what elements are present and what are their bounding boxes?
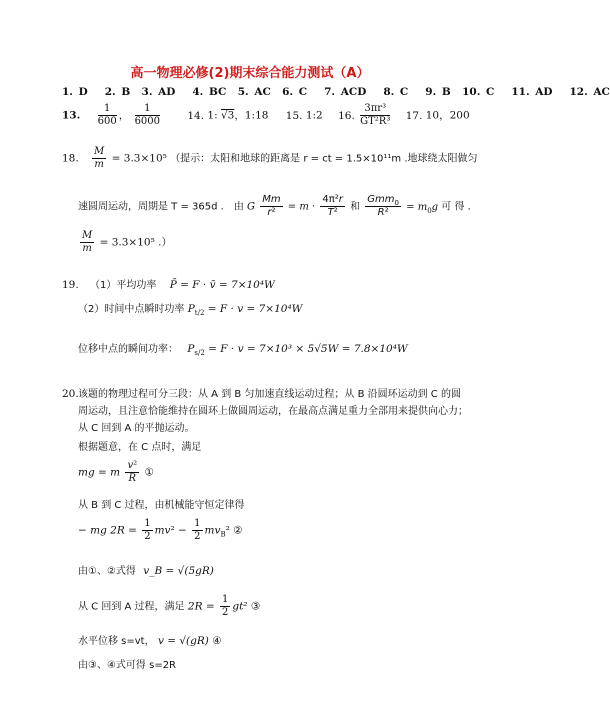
answer-5: 5. AC (237, 86, 271, 98)
q17-number: 17. (405, 109, 423, 122)
answer-9: 9. B (425, 86, 451, 98)
q20-equation-4: 从 C 回到 A 过程，满足 2R = $\frac{1}{2}$ gt² ③ (78, 594, 261, 618)
q13-fraction-b: $\frac{1}{6000}$ (134, 103, 161, 127)
answer-12: 12. AC (569, 86, 610, 98)
q20-number: 20. (62, 388, 79, 400)
q20-equation-2: − mg 2R = $\frac{1}{2}$ mv² − $\frac{1}{2}$ $mv_B^2$ ② (78, 518, 243, 542)
q13-number: 13. (62, 109, 81, 122)
q18-number: 18. (62, 152, 79, 165)
answer-8: 8. C (383, 86, 409, 98)
q18-ratio: $\frac{M}{m}$ (94, 146, 105, 170)
answer-4: 4. BC (192, 86, 227, 98)
q19-part-3: 位移中点的瞬间功率： $P_{s/2} = F \cdot v = 7\times 10^3 \times 5√5W = 7.8\times 10^4W$ (78, 343, 408, 358)
q20-conclusion: 由③、④式可得 s=2R (78, 660, 177, 671)
answers-row-1 (62, 86, 610, 98)
q15-number: 15. (285, 109, 303, 122)
q19-number: 19. (62, 279, 79, 291)
answer-10: 10. C (462, 86, 495, 98)
sqrt-symbol: √3 (220, 109, 235, 122)
answer-7: 7. ACD (324, 86, 367, 98)
q18-hint: （提示：太阳和地球的距离是 r = ct = 1.5×10¹¹m .地球绕太阳做匀 (170, 153, 478, 165)
q14-number: 14. (187, 109, 205, 122)
q20-equation-3: 由①、②式得 v_B = √(5gR) (78, 565, 214, 577)
q16-fraction: $\frac{\text{3πr³}}{\text{GT²R³}}$ (360, 103, 391, 127)
q20-step-2: 从 B 到 C 过程，由机械能守恒定律得 (78, 500, 245, 511)
q20-intro: 该题的物理过程可分三段：从 A 到 B 匀加速直线运动过程；从 B 沿圆环运动到 C 的圆周运动，且注意恰能维持在圆环上做圆周运动，在最高点满足重力全部用来提供向心力；从 C 回到 A 的平抛运动。 (78, 389, 468, 434)
answers-row-2: 13. $\frac{1}{600}$ ， $\frac{1}{6000}$ 14. 1: √3，1:18 15. 1:2 16. $\frac{\text{3πr³}}{\text{GT²R³}}$ 17. 10，200 (62, 103, 470, 127)
answer-1: 1. D (62, 86, 88, 98)
answer-11: 11. AD (511, 86, 553, 98)
q20-equation-5: 水平位移 s=vt， v = √(gR) ④ (78, 635, 222, 647)
q18-line-1: 18. $\frac{M}{m}$ = 3.3×10⁵ （提示：太阳和地球的距离是 r = ct = 1.5×10¹¹m .地球绕太阳做匀 (62, 146, 478, 170)
q19-part-1: 19. （1）平均功率 P̄ = F · v̄ = 7×10⁴W (62, 279, 275, 291)
answer-2: 2. B (104, 86, 131, 98)
q20-step-1: 根据题意，在 C 点时，满足 (78, 442, 202, 453)
q18-line-3: $\frac{M}{m}$ = 3.3×10⁵ .） (82, 230, 172, 254)
q19-part-2: （2）时间中点瞬时功率 $P_{t/2} = F \cdot v = 7\times 10^4W$ (78, 303, 303, 318)
page-title: 高一物理必修(2)期末综合能力测试（A） (130, 66, 370, 81)
answer-3: 3. AD (141, 86, 176, 98)
q20-equation-1: mg = m $\frac{\text{v²}}{R}$ ① (78, 460, 154, 484)
q13-fraction-a: $\frac{1}{600}$ (97, 103, 117, 127)
q16-number: 16. (338, 109, 355, 122)
answer-6: 6. C (282, 86, 308, 98)
q18-line-2: 速圆周运动，周期是 T = 365d ． 由 G $\frac{Mm}{\text{r²}}$ = m · $\frac{\text{4π²r}}{\text{T²}}$ 和 $\frac{Gmm_0}{\text{R²}}$ = $m_0g$ 可 得 ． (78, 194, 478, 218)
